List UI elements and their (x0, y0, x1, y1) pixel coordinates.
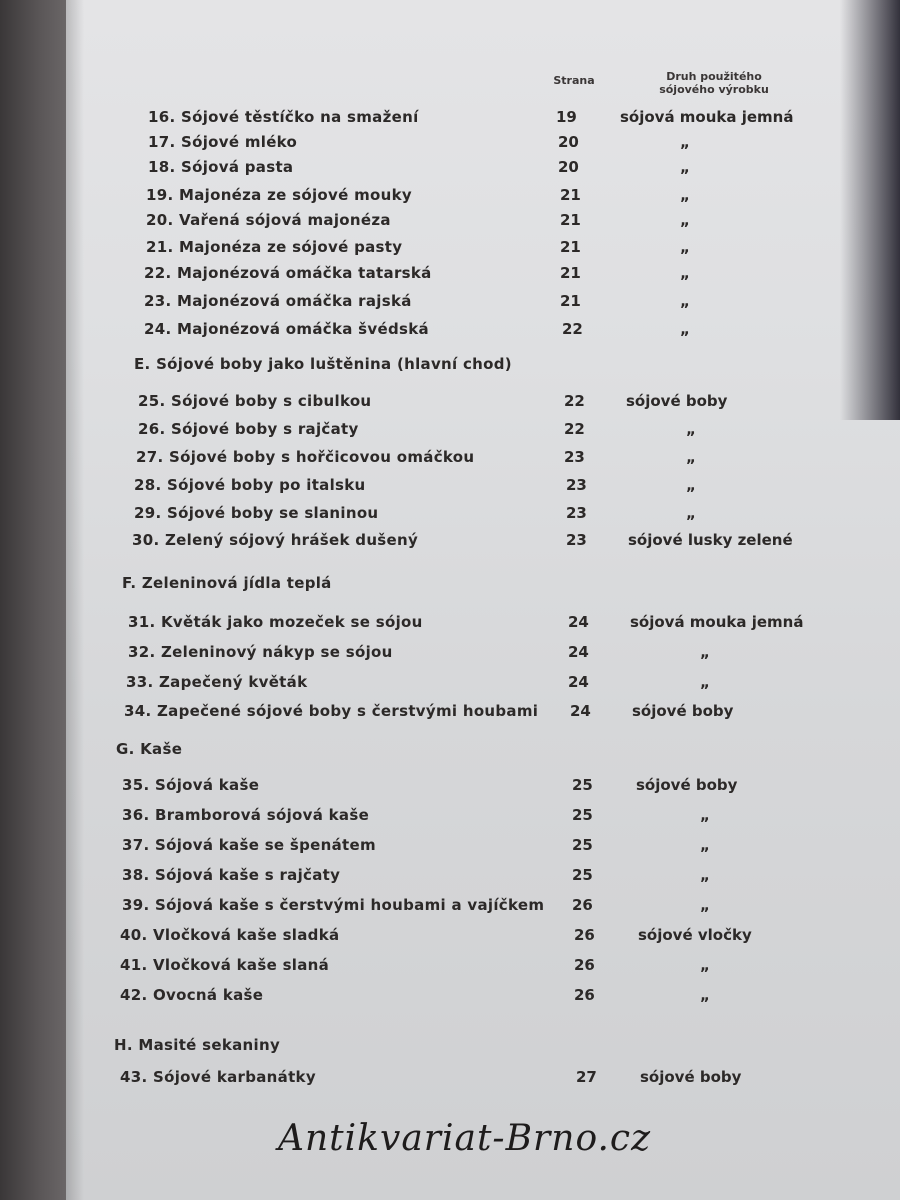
toc-entry-page: 20 (558, 133, 579, 151)
toc-entry-page: 21 (560, 186, 581, 204)
toc-entry-page: 23 (566, 531, 587, 549)
toc-entry-product: „ (700, 956, 710, 974)
toc-entry-title: 26. Sójové boby s rajčaty (138, 420, 359, 438)
toc-entry-product: „ (686, 476, 696, 494)
toc-entry-title: 29. Sójové boby se slaninou (134, 504, 379, 522)
toc-entry-title: 32. Zeleninový nákyp se sójou (128, 643, 393, 661)
toc-entry-product: sójové boby (640, 1068, 742, 1086)
toc-entry-title: 35. Sójová kaše (122, 776, 260, 794)
toc-entry-page: 24 (568, 613, 589, 631)
toc-entry-title: 34. Zapečené sójové boby s čerstvými houbami (124, 702, 539, 720)
toc-entry-page: 25 (572, 806, 593, 824)
toc-entry-title: 27. Sójové boby s hořčicovou omáčkou (136, 448, 475, 466)
toc-entry-page: 21 (560, 292, 581, 310)
toc-entry-page: 25 (572, 776, 593, 794)
toc-entry-product: „ (680, 133, 690, 151)
toc-entry-page: 26 (574, 926, 595, 944)
toc-entry-product: „ (700, 643, 710, 661)
toc-entry-title: 38. Sójová kaše s rajčaty (122, 866, 341, 884)
toc-entry-page: 24 (568, 643, 589, 661)
toc-entry-page: 19 (556, 108, 577, 126)
toc-entry-product: „ (700, 673, 710, 691)
toc-entry-title: 17. Sójové mléko (148, 133, 298, 151)
toc-entry-product: „ (700, 986, 710, 1004)
section-heading: G. Kaše (116, 740, 183, 758)
toc-entry-product: „ (700, 806, 710, 824)
toc-entry-title: 43. Sójové karbanátky (120, 1068, 316, 1086)
toc-entry-page: 22 (564, 420, 585, 438)
toc-entry-product: „ (700, 866, 710, 884)
page-edge-shadow (840, 0, 900, 420)
toc-entry-page: 24 (570, 702, 591, 720)
section-heading: H. Masité sekaniny (114, 1036, 281, 1054)
toc-entry-title: 20. Vařená sójová majonéza (146, 211, 391, 229)
toc-entry-product: „ (680, 158, 690, 176)
product-column-header-line1: Druh použitého (666, 70, 762, 83)
toc-entry-product: „ (680, 320, 690, 338)
section-heading: E. Sójové boby jako luštěnina (hlavní chod) (134, 355, 512, 373)
toc-entry-title: 28. Sójové boby po italsku (134, 476, 366, 494)
toc-entry-page: 21 (560, 211, 581, 229)
toc-entry-title: 41. Vločková kaše slaná (120, 956, 330, 974)
toc-entry-product: „ (686, 504, 696, 522)
toc-entry-title: 33. Zapečený květák (126, 673, 308, 691)
toc-entry-product: „ (700, 836, 710, 854)
toc-entry-title: 31. Květák jako mozeček se sójou (128, 613, 423, 631)
product-column-header (644, 70, 784, 96)
toc-entry-product: „ (680, 238, 690, 256)
toc-entry-product: sójová mouka jemná (620, 108, 794, 126)
toc-entry-product: sójové boby (632, 702, 734, 720)
toc-entry-title: 24. Majonézová omáčka švédská (144, 320, 429, 338)
toc-entry-title: 19. Majonéza ze sójové mouky (146, 186, 412, 204)
toc-entry-page: 20 (558, 158, 579, 176)
page-column-header: Strana (553, 74, 595, 87)
toc-entry-page: 22 (562, 320, 583, 338)
toc-entry-title: 21. Majonéza ze sójové pasty (146, 238, 403, 256)
toc-entry-page: 26 (574, 986, 595, 1004)
toc-entry-page: 27 (576, 1068, 597, 1086)
watermark: Antikvariat-Brno.cz (278, 1118, 652, 1159)
section-heading: F. Zeleninová jídla teplá (122, 574, 332, 592)
toc-entry-product: „ (686, 448, 696, 466)
toc-entry-product: sójové vločky (638, 926, 752, 944)
toc-entry-product: sójové lusky zelené (628, 531, 793, 549)
toc-entry-title: 42. Ovocná kaše (120, 986, 264, 1004)
toc-entry-page: 25 (572, 836, 593, 854)
product-column-header-line2: sójového výrobku (659, 83, 769, 96)
book-spine (0, 0, 66, 1200)
toc-entry-page: 26 (574, 956, 595, 974)
toc-entry-page: 21 (560, 264, 581, 282)
toc-entry-title: 18. Sójová pasta (148, 158, 294, 176)
toc-entry-product: „ (680, 292, 690, 310)
toc-entry-product: „ (700, 896, 710, 914)
toc-entry-page: 24 (568, 673, 589, 691)
toc-entry-page: 23 (566, 504, 587, 522)
toc-entry-product: „ (686, 420, 696, 438)
toc-entry-title: 30. Zelený sójový hrášek dušený (132, 531, 419, 549)
toc-entry-title: 39. Sójová kaše s čerstvými houbami a vajíčkem (122, 896, 545, 914)
toc-entry-page: 21 (560, 238, 581, 256)
toc-entry-product: „ (680, 186, 690, 204)
toc-entry-product: sójové boby (626, 392, 728, 410)
toc-entry-page: 23 (564, 448, 585, 466)
toc-entry-title: 22. Majonézová omáčka tatarská (144, 264, 432, 282)
toc-entry-title: 23. Majonézová omáčka rajská (144, 292, 412, 310)
toc-entry-page: 25 (572, 866, 593, 884)
toc-entry-title: 36. Bramborová sójová kaše (122, 806, 370, 824)
toc-entry-product: „ (680, 264, 690, 282)
toc-entry-page: 26 (572, 896, 593, 914)
page-shadow (66, 0, 84, 1200)
book-page (66, 0, 900, 1200)
toc-entry-product: sójové boby (636, 776, 738, 794)
toc-entry-title: 37. Sójová kaše se špenátem (122, 836, 376, 854)
toc-entry-title: 16. Sójové těstíčko na smažení (148, 108, 419, 126)
toc-entry-product: „ (680, 211, 690, 229)
toc-entry-product: sójová mouka jemná (630, 613, 804, 631)
toc-entry-title: 40. Vločková kaše sladká (120, 926, 340, 944)
toc-entry-title: 25. Sójové boby s cibulkou (138, 392, 372, 410)
toc-entry-page: 22 (564, 392, 585, 410)
toc-entry-page: 23 (566, 476, 587, 494)
